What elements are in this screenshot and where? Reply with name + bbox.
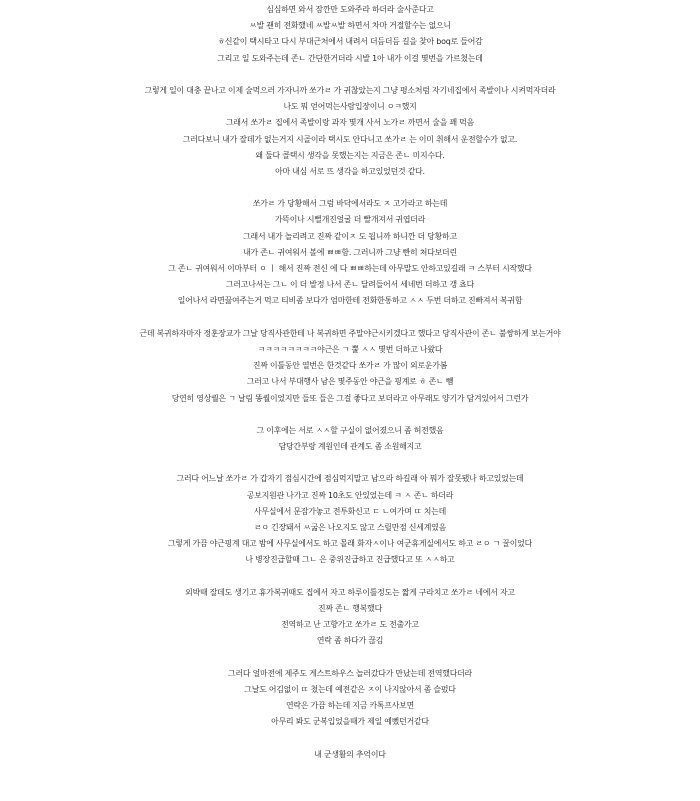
text-line: 연락 좀 하다가 끊김 — [316, 636, 384, 646]
text-line: 사무실에서 문잠가놓고 전투화신고 ㄷ ㄴ여가며 ㄸ 치는데 — [254, 506, 446, 516]
text-line: 그러고 나서 부대행사 남은 몇주동안 야근을 핑계로 ㅎ 존ㄴ 뻄 — [246, 377, 454, 387]
text-line: 쏘가ㄹ 가 당황해서 그럼 바닥에서라도 ㅈ 고가라고 하는데 — [252, 199, 448, 209]
paragraph-spacer — [0, 455, 700, 471]
paragraph — [0, 423, 700, 455]
text-line: 내가 존ㄴ 귀여워서 볼에 ㅃㅃ함. 그러니까 그냥 빤히 쳐다보더린 — [243, 247, 457, 257]
paragraph-spacer — [0, 730, 700, 746]
text-line: 아마 내심 서로 뜨 생각을 하고있었던것 같다. — [275, 166, 425, 176]
text-line: 당연히 영상퀄은 ㄱ 날림 똥퀄이었지만 들또 들은 그걸 좋다고 보더라고 아무래도 양기가 담겨있어서 그런가 — [171, 393, 529, 403]
text-line: 나 병장진급할때 그ㄴ 은 중위진급하고 진급했다고 또 ㅅㅅ하고 — [245, 555, 455, 565]
text-line: 전역하고 난 고향가고 쏘가ㄹ 도 전출가고 — [281, 620, 419, 630]
text-line: 그렇게 일이 대충 끝나고 이제 술먹으러 가자니까 쏘가ㄹ 가 귀찮았는지 그냥 평소처럼 자기네집에서 족발이나 시켜먹자더라 — [144, 85, 556, 95]
closing-line: 내 군생활의 추억이다 — [314, 749, 386, 759]
text-line: 진짜 이틀동안 열번은 한것같다 쏘가ㄹ 가 많이 외로운가봄 — [252, 361, 448, 371]
text-line: 그러다 어느날 쏘가ㄹ 가 갑자기 점심시간에 점심먹지말고 남으라 하길래 아 뭐가 잘못됐나 하고있었는데 — [176, 474, 524, 484]
paragraph — [0, 83, 700, 180]
text-line: 아무리 봐도 군복입었을때가 제일 예뻤던거같다 — [271, 717, 429, 727]
text-line: 그날도 어김없이 ㄸ 쳤는데 예전같은 ㅈ이 나지않아서 좀 슬펐다 — [244, 684, 456, 694]
paragraph — [0, 2, 700, 67]
text-line: 그래서 쏘가ㄹ 집에서 족발이랑 과자 몇개 사서 노가ㄹ 까면서 술을 꽤 먹음 — [225, 118, 475, 128]
paragraph-spacer — [0, 180, 700, 196]
text-line: 연락은 가끔 하는데 지금 카톡프사보면 — [286, 701, 414, 711]
paragraph — [0, 196, 700, 309]
text-line: ㅎ신같이 택시타고 다시 부대근처에서 내려서 더듬더듬 길을 찾아 boq로 들어감 — [217, 37, 483, 47]
paragraph — [0, 666, 700, 731]
paragraph — [0, 747, 700, 763]
paragraph-spacer — [0, 310, 700, 326]
text-line: 나도 뭐 얻어먹는사람입장이니 ㅇㅋ했지 — [283, 102, 417, 112]
text-line: 담당간부랑 계원인데 관계도 좀 소원해지고 — [278, 442, 422, 452]
text-line: 근데 복귀하자마자 정훈장교가 그날 당직사관한테 나 복귀하면 주말야근시키겠다고 했다고 당직사관이 존ㄴ 불쌍하게 보는거야 — [139, 328, 561, 338]
text-line: ㅋㅋㅋㅋㅋㅋㅋㅋ야근은 ㄱ 뿔 ㅅㅅ 몇번 더하고 나왔다 — [257, 344, 443, 354]
text-line: 가뜩이나 시뻘개진얼굴 더 빨개져서 귀엽더라 — [274, 215, 426, 225]
text-line: 외박때 잘데도 생기고 휴가복귀때도 집에서 자고 하루이틀정도는 짧게 구라치고 쏘가ㄹ 네에서 자고 — [185, 587, 515, 597]
paragraph — [0, 471, 700, 568]
text-line: 왜 둘다 콜택시 생각을 못했는지는 지금은 존ㄴ 미지수다. — [255, 150, 445, 160]
text-line: 그 이후에는 서로 ㅅㅅ할 구실이 없어졌으니 좀 허전했음 — [256, 425, 444, 435]
text-line: 그 존ㄴ 귀여워서 이마부터 ㅇ ㅣ 해서 진짜 전신 에 다 ㅃㅃ하는데 아무말도 안하고있길래 ㅋ 스부터 시작했다 — [168, 264, 532, 273]
paragraph-spacer — [0, 569, 700, 585]
text-line: ㄹㅇ 긴장돼서 ㅆ굶은 나오지도 않고 스릴만점 신세계였음 — [254, 523, 446, 532]
paragraph-spacer — [0, 650, 700, 666]
text-line: 그러다보니 내가 잘데가 없는거지 시골이라 택시도 안다니고 쏘가ㄹ 는 이미 취해서 운전할수가 없고. — [182, 134, 518, 144]
text-line: 그러고나서는 그ㄴ 이 더 발정 나서 존ㄴ 달려들어서 세네번 더하고 갱 쵸다 — [225, 280, 475, 290]
text-line: 그래서 내가 놀리려고 진짜 같이ㅈ 도 됩니까 하니깐 더 당황하고 — [243, 231, 457, 241]
text-line: 그렇게 가끔 야근핑계 대고 밤에 사무실에서도 하고 몰래 화자ㅅ이나 여군휴게실에서도 하고 ㄹㅇ ㄱ 꿀이었다 — [167, 539, 533, 549]
text-line: 심심하면 와서 잠깐만 도와주라 하더라 술사준다고 — [266, 5, 434, 14]
text-line: ㅆ발 괜히 전화했네 ㅆ발ㅆ발 하면서 차마 거절할수는 없으니 — [249, 21, 451, 31]
text-line: 일어나서 라면끓여주는거 먹고 티비좀 보다가 엄마한테 전화한통하고 ㅅㅅ 두번 더하고 진빠져서 복귀함 — [177, 296, 523, 306]
paragraph — [0, 585, 700, 650]
paragraph-spacer — [0, 407, 700, 423]
text-line: 진짜 존ㄴ 행복했다 — [318, 603, 382, 613]
text-line: 그리고 일 도와주는데 존ㄴ 간단한거더라 시발 1아 내가 이걸 몇번을 가르쳤는데 — [217, 53, 483, 63]
text-line: 그러다 얼마전에 제주도 게스트하우스 놀러갔다가 만났는데 전역했다더라 — [228, 668, 472, 678]
paragraph-spacer — [0, 67, 700, 83]
paragraph — [0, 326, 700, 407]
text-line: 공보지원관 나가고 진짜 10초도 안있었는데 ㅋ ㅅ 존ㄴ 하더라 — [246, 490, 454, 500]
